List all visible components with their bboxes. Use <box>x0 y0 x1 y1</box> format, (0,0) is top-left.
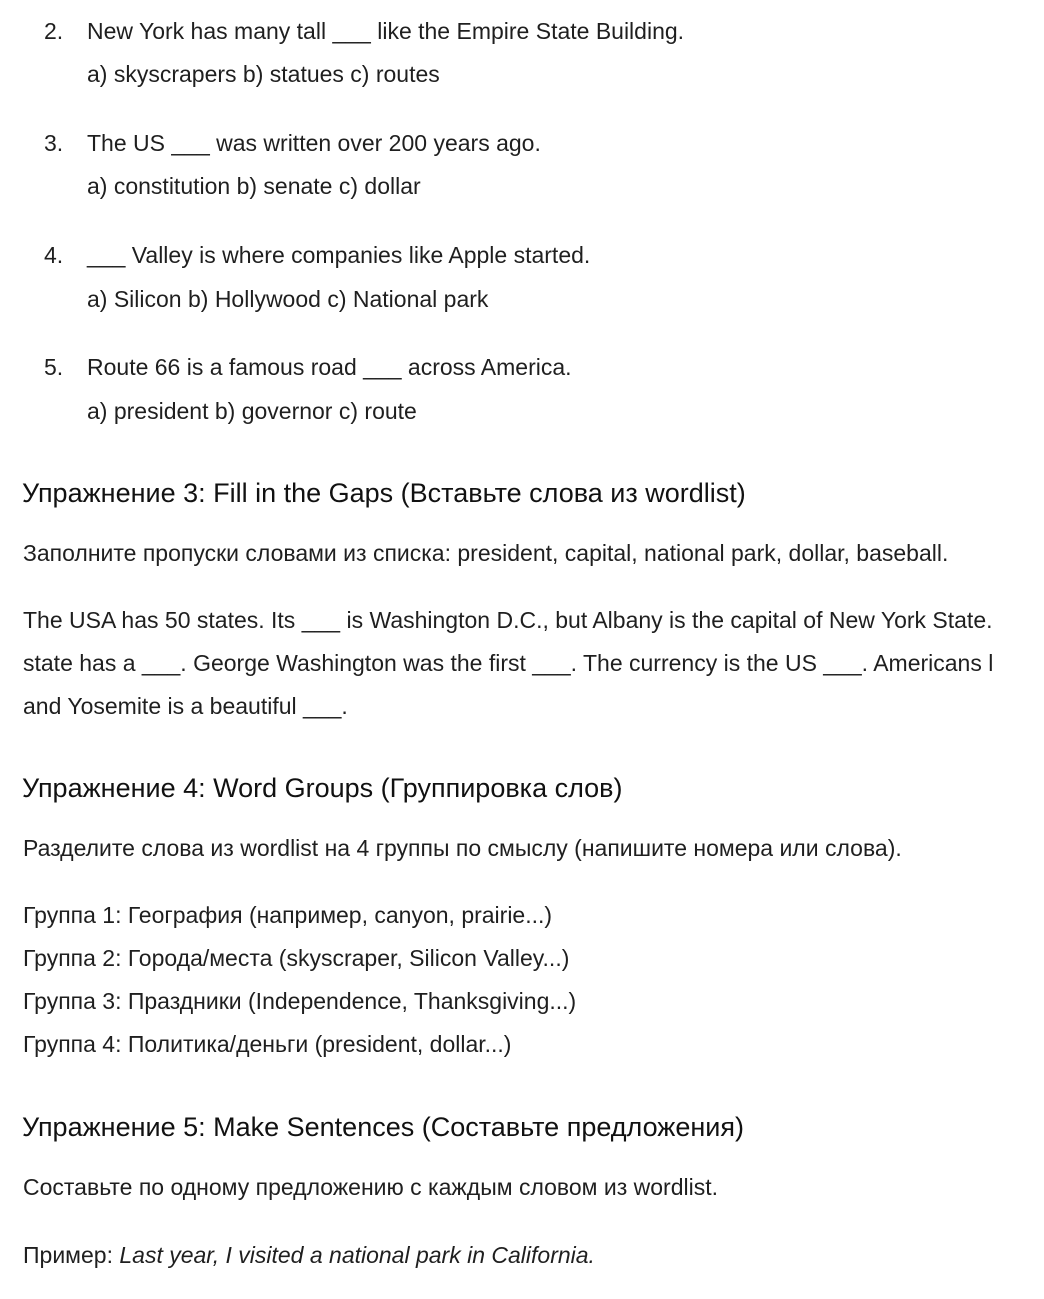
question-5-options: a) president b) governor c) route <box>87 398 417 424</box>
exercise-3-line: state has a ___. George Washington was the first ___. The currency is the US ___. Americans l <box>23 650 994 676</box>
question-2-options: a) skyscrapers b) statues c) routes <box>87 61 440 87</box>
question-number: 4. <box>44 242 64 268</box>
question-4-options: a) Silicon b) Hollywood c) National park <box>87 286 489 312</box>
question-text: The US ___ was written over 200 years ago. <box>87 130 541 156</box>
exercise-3-line: The USA has 50 states. Its ___ is Washington D.C., but Albany is the capital of New York State. <box>23 607 993 633</box>
exercise-5-example <box>23 1240 595 1270</box>
question-5 <box>44 352 572 382</box>
exercise-4-groups <box>23 894 576 1066</box>
exercise-4-instruction: Разделите слова из wordlist на 4 группы по смыслу (напишите номера или слова). <box>23 835 902 861</box>
question-text: Route 66 is a famous road ___ across America. <box>87 354 572 380</box>
question-4 <box>44 240 590 270</box>
question-3 <box>44 128 541 158</box>
exercise-3-text <box>23 599 1044 728</box>
exercise-4-heading: Упражнение 4: Word Groups (Группировка слов) <box>22 773 623 803</box>
group-item: Группа 3: Праздники (Independence, Thanksgiving...) <box>23 988 577 1014</box>
exercise-3-instruction: Заполните пропуски словами из списка: president, capital, national park, dollar, baseball. <box>23 540 949 566</box>
exercise-5-heading: Упражнение 5: Make Sentences (Составьте предложения) <box>22 1112 744 1142</box>
question-text: ___ Valley is where companies like Apple started. <box>87 242 591 268</box>
question-number: 2. <box>44 18 64 44</box>
exercise-3-line: and Yosemite is a beautiful ___. <box>23 693 348 719</box>
group-item: Группа 1: География (например, canyon, prairie...) <box>23 902 553 928</box>
question-number: 5. <box>44 354 64 380</box>
question-text: New York has many tall ___ like the Empire State Building. <box>87 18 685 44</box>
example-label: Пример: <box>23 1242 120 1268</box>
example-sentence: Last year, I visited a national park in California. <box>119 1242 595 1268</box>
exercise-5-instruction: Составьте по одному предложению с каждым словом из wordlist. <box>23 1174 719 1200</box>
group-item: Группа 4: Политика/деньги (president, dollar...) <box>23 1031 512 1057</box>
group-item: Группа 2: Города/места (skyscraper, Silicon Valley...) <box>23 945 570 971</box>
exercise-3-heading: Упражнение 3: Fill in the Gaps (Вставьте слова из wordlist) <box>22 478 746 508</box>
question-3-options: a) constitution b) senate c) dollar <box>87 173 421 199</box>
question-number: 3. <box>44 130 64 156</box>
question-2 <box>44 16 684 46</box>
